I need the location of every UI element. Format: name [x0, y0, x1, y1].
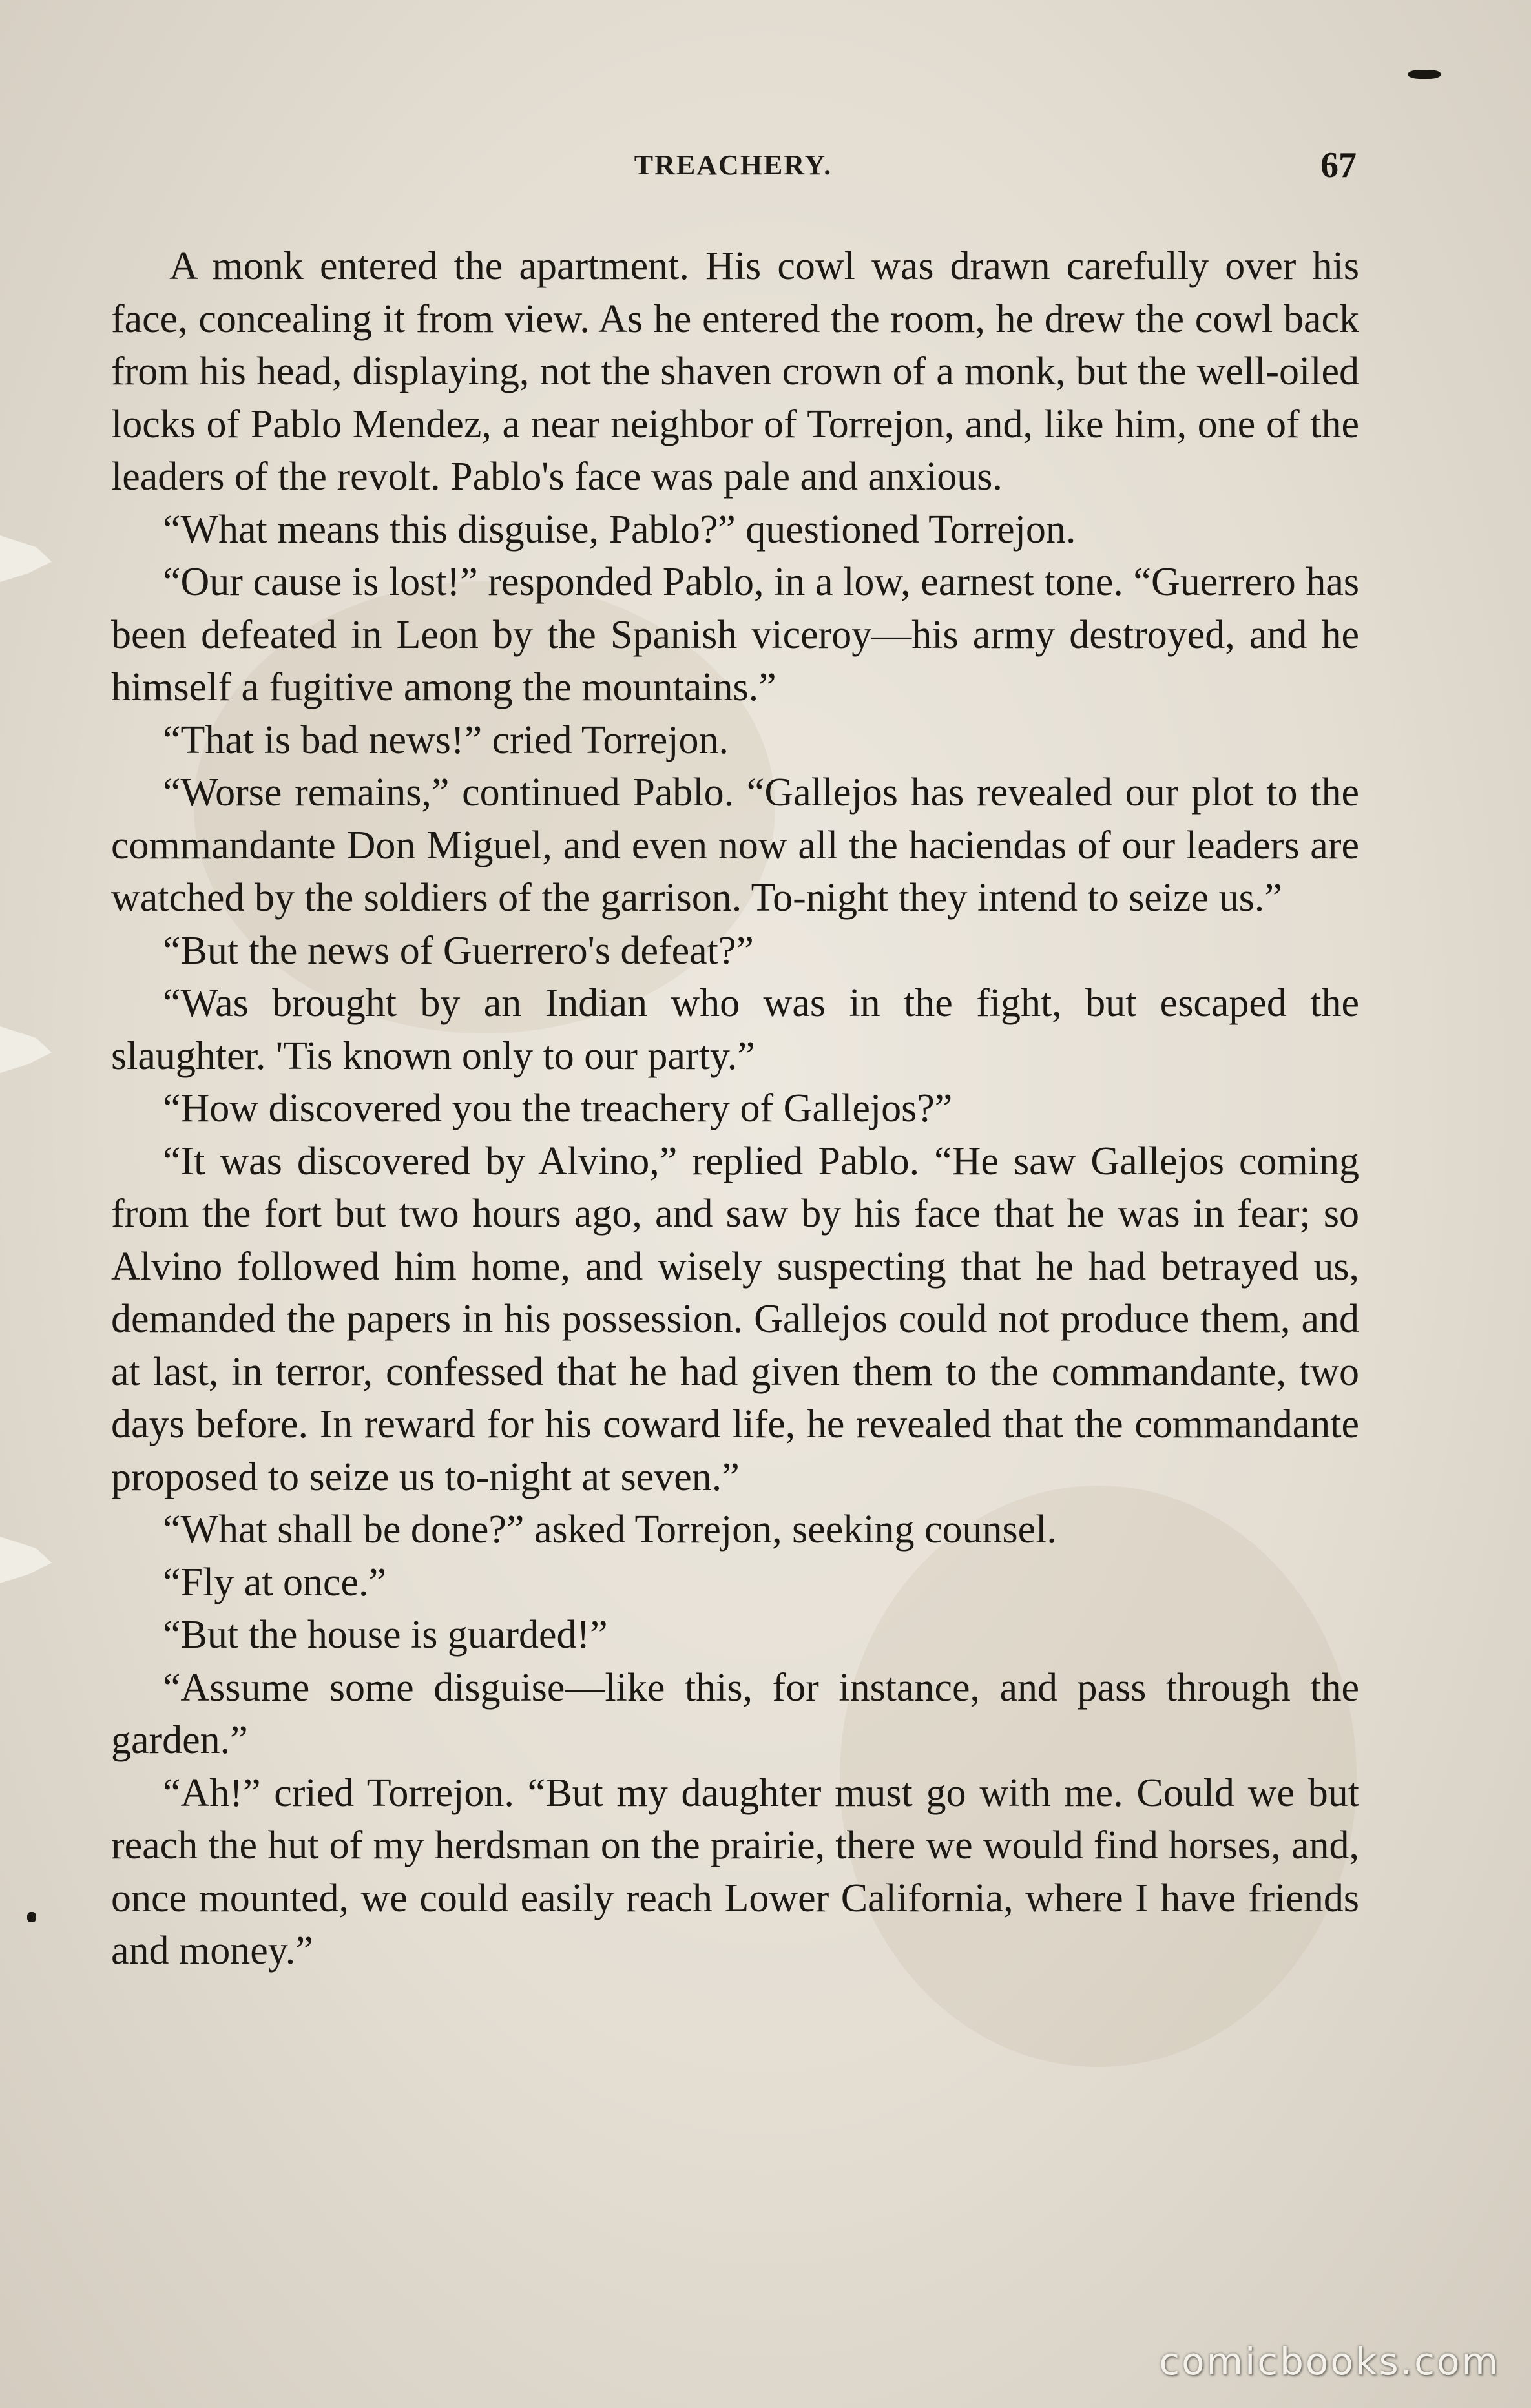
paragraph: “Was brought by an Indian who was in the fight, but escaped the slaughter. 'Tis known only to our party.” [111, 981, 1359, 1078]
paragraph: “It was discovered by Alvino,” replied Pablo. “He saw Gallejos coming from the fort but two hours ago, and saw by his face that he was in fear; so Alvino followed him home, and wisely suspecting that he had betrayed us, demanded the papers in his possession. Gallejos could not produce them, and at last, in terror, confessed that he had given them to the commandante, two days before. In reward for his coward life, he revealed that the commandante proposed to seize us to-night at seven.” [111, 1139, 1359, 1499]
paragraph: “But the house is guarded!” [163, 1613, 608, 1657]
paragraph: “Fly at once.” [163, 1560, 387, 1604]
paragraph: “Worse remains,” continued Pablo. “Gallejos has revealed our plot to the commandante Don Miguel, and even now all the haciendas of our leaders are watched by the soldiers of the garrison. To-night they intend to seize us.” [111, 771, 1359, 920]
paragraph: “But the news of Guerrero's defeat?” [163, 928, 754, 973]
page-tear [0, 1021, 52, 1079]
body-text [111, 240, 1359, 1978]
paragraph: “Ah!” cried Torrejon. “But my daughter must go with me. Could we but reach the hut of my herdsman on the prairie, there we would find horses, and, once mounted, we could easily reach Lower California, where I have friends and money.” [111, 1770, 1359, 1973]
paragraph: A monk entered the apartment. His cowl was drawn carefully over his face, concealing it from view. As he entered the room, he drew the cowl back from his head, displaying, not the shaven crown of a monk, but the well-oiled locks of Pablo Mendez, a near neighbor of Torrejon, and, like him, one of the leaders of the revolt. Pablo's face was pale and anxious. [111, 244, 1359, 499]
page-tear [0, 1531, 52, 1589]
site-watermark: comicbooks.com [1159, 2340, 1500, 2383]
page-header [110, 145, 1357, 194]
ink-speck [1408, 70, 1441, 79]
paragraph: “That is bad news!” cried Torrejon. [163, 718, 729, 762]
paragraph: “What shall be done?” asked Torrejon, seeking counsel. [163, 1508, 1057, 1552]
paragraph: “Our cause is lost!” responded Pablo, in a low, earnest tone. “Guerrero has been defeated in Leon by the Spanish viceroy—his army destroyed, and he himself a fugitive among the mountains.” [111, 560, 1359, 709]
page-tear [0, 530, 52, 588]
paragraph: “How discovered you the treachery of Gallejos?” [163, 1086, 953, 1130]
paragraph: “Assume some disguise—like this, for instance, and pass through the garden.” [111, 1665, 1359, 1762]
paragraph: “What means this disguise, Pablo?” questioned Torrejon. [163, 507, 1076, 552]
running-title: TREACHERY. [634, 149, 833, 181]
page-number: 67 [1320, 145, 1357, 185]
ink-speck [27, 1912, 36, 1922]
